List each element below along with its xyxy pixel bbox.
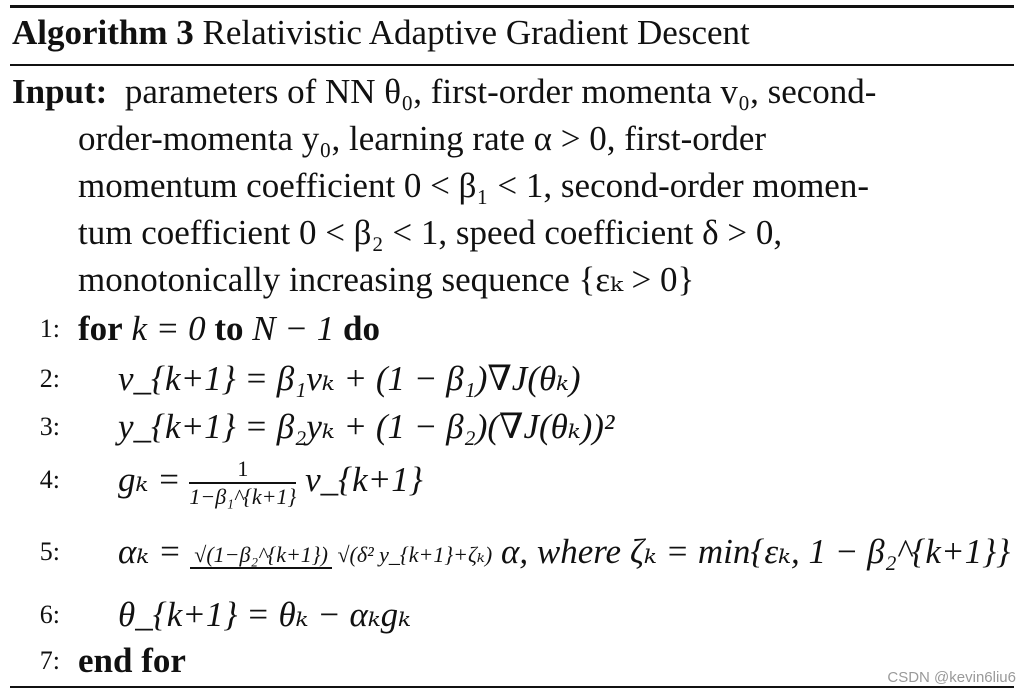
input-line-4: tum coefficient 0 < β₂ < 1, speed coefficient δ > 0,: [78, 213, 783, 252]
input-line-1: [12, 68, 1012, 115]
loop-var: k = 0: [131, 309, 206, 348]
line-number: 1:: [39, 314, 60, 343]
step-6: [0, 592, 1022, 638]
line-number: 5:: [39, 537, 60, 566]
fraction-denominator: 1−β₁^{k+1}: [189, 483, 297, 509]
input-line-5: monotonically increasing sequence {εₖ > 0}: [78, 260, 695, 299]
step-2-formula: v_{k+1} = β₁vₖ + (1 − β₁)∇J(θₖ): [118, 359, 581, 398]
line-number: 2:: [39, 364, 60, 393]
step-3: [0, 404, 1022, 450]
step-5-rhs: α, where ζₖ = min{εₖ, 1 − β₂^{k+1}}: [500, 532, 1011, 571]
step-1-body: [78, 306, 380, 352]
step-7: [0, 638, 1022, 684]
line-number: 4:: [39, 465, 60, 494]
keyword-do: do: [342, 309, 380, 348]
watermark: CSDN @kevin6liu6: [887, 669, 1016, 686]
keyword-end-for: end for: [78, 641, 186, 680]
input-text-1: parameters of NN θ₀, first-order momenta v₀, second-: [124, 72, 877, 111]
step-4: [0, 448, 1022, 512]
top-rule: [10, 5, 1014, 8]
line-number: 3:: [39, 412, 60, 441]
step-5-lhs: αₖ =: [118, 532, 182, 571]
header-rule: [10, 64, 1014, 66]
step-3-formula: y_{k+1} = β₂yₖ + (1 − β₂)(∇J(θₖ))²: [118, 407, 615, 446]
step-4-lhs: gₖ =: [118, 460, 181, 499]
loop-end: N − 1: [252, 309, 335, 348]
fraction-numerator: 1: [189, 456, 296, 484]
step-6-formula: θ_{k+1} = θₖ − αₖgₖ: [118, 595, 411, 634]
keyword-for: for: [78, 309, 123, 348]
bottom-rule: [10, 686, 1014, 688]
step-5-formula: [118, 512, 1010, 592]
fraction-numerator: √(1−β₂^{k+1}): [190, 542, 332, 569]
keyword-to: to: [214, 309, 244, 348]
input-block: [12, 68, 1012, 303]
input-line-3: momentum coefficient 0 < β₁ < 1, second-order momen-: [78, 166, 869, 205]
algorithm-name: Relativistic Adaptive Gradient Descent: [202, 13, 750, 52]
step-5: [0, 512, 1022, 592]
step-4-formula: [118, 448, 423, 512]
algorithm-label: Algorithm 3: [12, 13, 194, 52]
input-line-2: order-momenta y₀, learning rate α > 0, first-order: [78, 119, 767, 158]
step-4-fraction: [189, 456, 296, 510]
line-number: 7:: [39, 646, 60, 675]
input-label: Input:: [12, 72, 108, 111]
line-number: 6:: [39, 600, 60, 629]
fraction-denominator: √(δ² y_{k+1}+ζₖ): [337, 541, 493, 567]
step-5-fraction: [190, 540, 492, 570]
algorithm-title: [12, 12, 750, 54]
step-2: [0, 356, 1022, 402]
step-4-rhs: v_{k+1}: [305, 460, 423, 499]
step-1: [0, 306, 1022, 352]
